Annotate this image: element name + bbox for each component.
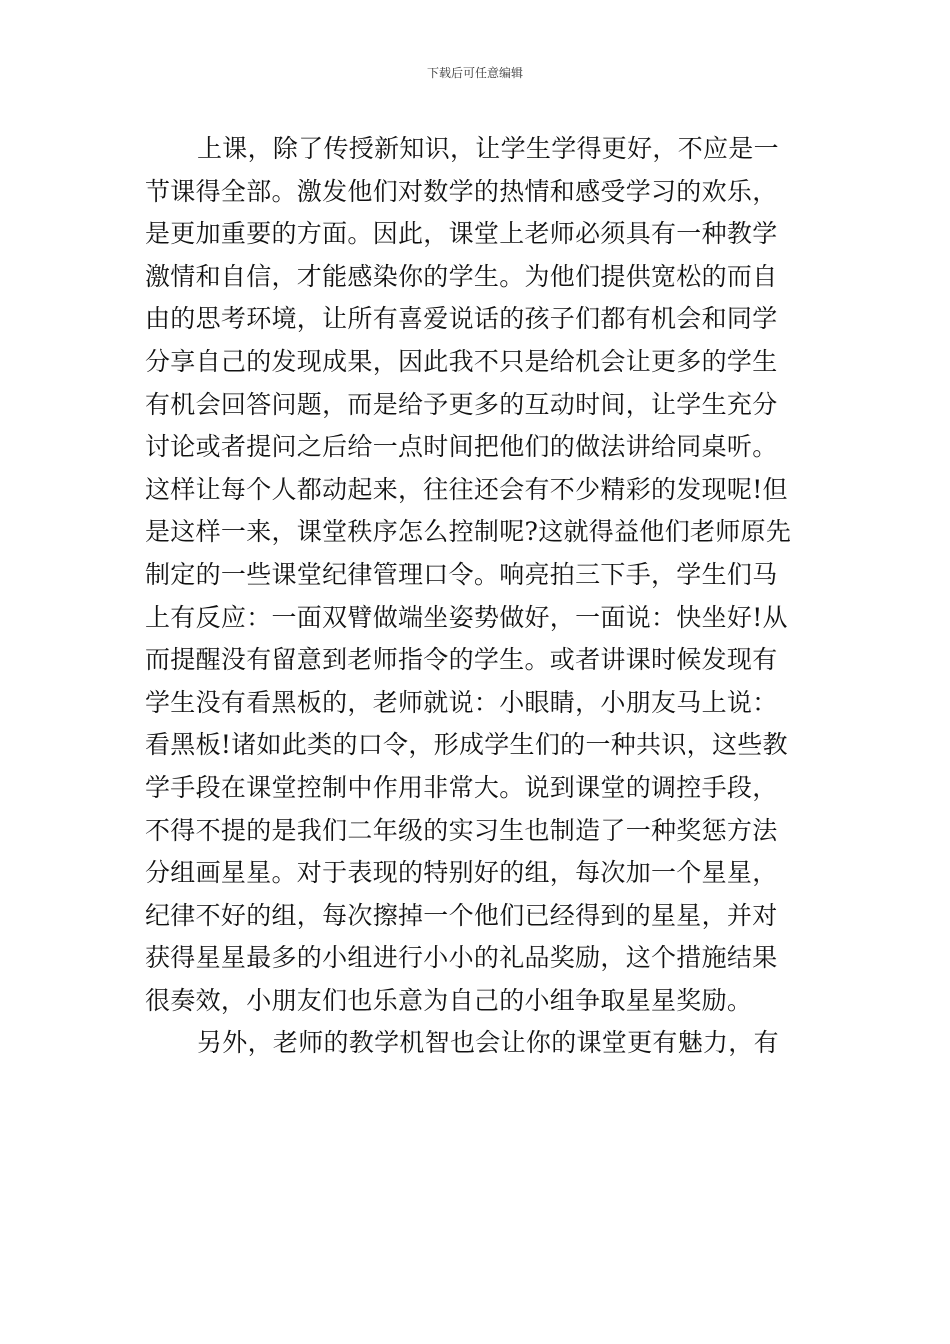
text-line: 分享自己的发现成果，因此我不只是给机会让更多的学生 [145, 346, 778, 376]
text-line: 纪律不好的组，每次擦掉一个他们已经得到的星星，并对 [145, 900, 778, 930]
text-line: 学手段在课堂控制中作用非常大。说到课堂的调控手段， [145, 772, 778, 802]
text-line: 是更加重要的方面。因此，课堂上老师必须具有一种教学 [145, 219, 778, 249]
text-line: 讨论或者提问之后给一点时间把他们的做法讲给同桌听。 [145, 432, 778, 462]
text-line: 是这样一来，课堂秩序怎么控制呢?这就得益他们老师原先 [145, 517, 792, 547]
text-line: 上有反应：一面双臂做端坐姿势做好，一面说：快坐好!从 [145, 602, 788, 632]
text-line: 获得星星最多的小组进行小小的礼品奖励，这个措施结果 [145, 943, 778, 973]
text-line: 节课得全部。激发他们对数学的热情和感受学习的欢乐， [145, 176, 778, 206]
text-line: 学生没有看黑板的，老师就说：小眼睛，小朋友马上说： [145, 687, 778, 717]
text-line: 而提醒没有留意到老师指令的学生。或者讲课时候发现有 [145, 645, 778, 675]
text-line: 分组画星星。对于表现的特别好的组，每次加一个星星， [145, 858, 778, 888]
page-header: 下载后可任意编辑 [426, 66, 523, 80]
text-line: 制定的一些课堂纪律管理口令。响亮拍三下手，学生们马 [145, 559, 778, 589]
text-line: 有机会回答问题，而是给予更多的互动时间，让学生充分 [145, 389, 778, 419]
paragraph-1 [145, 128, 807, 1022]
paragraph-2 [145, 1022, 807, 1065]
text-line: 不得不提的是我们二年级的实习生也制造了一种奖惩方法 [145, 815, 778, 845]
text-line: 激情和自信，才能感染你的学生。为他们提供宽松的而自 [145, 261, 778, 291]
text-line: 另外，老师的教学机智也会让你的课堂更有魅力，有 [197, 1028, 779, 1058]
document-body [145, 128, 807, 1065]
text-line: 由的思考环境，让所有喜爱说话的孩子们都有机会和同学 [145, 304, 778, 334]
text-line: 上课，除了传授新知识，让学生学得更好，不应是一 [197, 134, 779, 163]
text-line: 很奏效，小朋友们也乐意为自己的小组争取星星奖励。 [145, 985, 753, 1015]
text-line: 这样让每个人都动起来，往往还会有不少精彩的发现呢!但 [145, 474, 788, 504]
text-line: 看黑板!诸如此类的口令，形成学生们的一种共识，这些教 [145, 730, 788, 760]
